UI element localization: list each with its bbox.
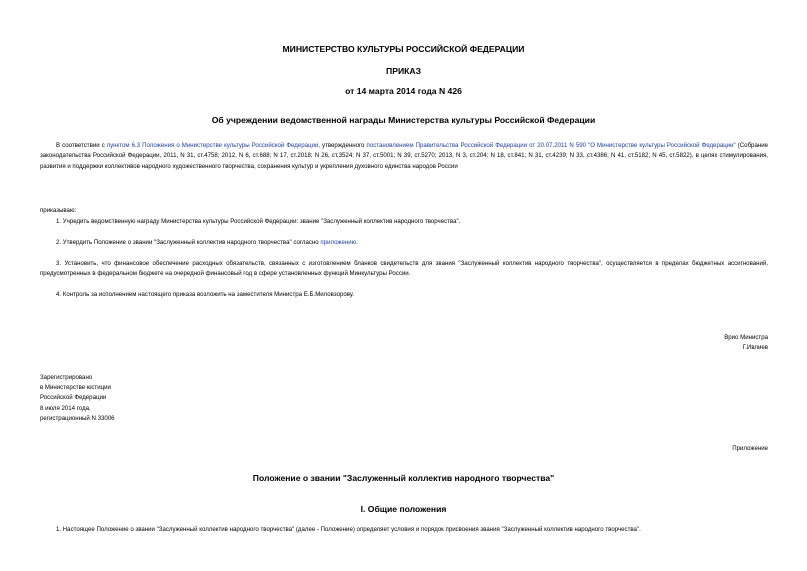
- registration-line-3: Российской Федерации: [40, 394, 107, 402]
- registration-line-2: в Министерстве юстиции: [40, 384, 111, 392]
- appendix-label: Приложение: [732, 445, 768, 452]
- registration-line-4: 8 июля 2014 года,: [40, 404, 91, 412]
- appendix-title: Положение о звании "Заслуженный коллектив народного творчества": [252, 473, 555, 483]
- regulation-paragraph-1: 1. Настоящее Положение о звании "Заслуженный коллектив народного творчества" (далее - Положение) определяет условия и порядок присвоения звания "Заслуженный коллектив народного творчества".: [56, 526, 641, 533]
- signature-block: [724, 333, 768, 354]
- registration-block: [40, 373, 115, 424]
- preamble-text-3: (Собрание законодательства Российской Федерации, 2011, N 31, ст.4758; 2012, N 6, ст.688; N 17, ст.2018; N 26, ст.3524; N 37, ст.5001; N 39, ст.5270; 2013, N 3, ст.204; N 18, ст.841; N 31, ст.4239; N 33, ст.4386; N 41, ст.5182; N 45, ст.5822), в целях стимулирования, развития и поддержки коллективов народного художественного творчества, сохранения культур и укрепления духовного единства народов России: [40, 142, 768, 170]
- signature-name: Г.Ивлиев: [742, 344, 768, 352]
- resolution-link[interactable]: постановлением Правительства Российской Федерации от 20.07.2011 N 590 "О Министерстве культуры Российской Федерации": [366, 142, 736, 149]
- item-4: 4. Контроль за исполнением настоящего приказа возложить на заместителя Министра Е.Б.Миловзорову.: [56, 291, 354, 298]
- regulation-link[interactable]: пунктом 6.3 Положения о Министерстве культуры Российской Федерации: [106, 142, 319, 149]
- item-3: 3. Установить, что финансовое обеспечение расходных обязательств, связанных с изготовлением бланков свидетельств для звания "Заслуженный коллектив народного творчества", осуществляется в пределах бюджетных ассигнований, предусмотренных в федеральном бюджете на очередной финансовый год в сфере установленных функций Минкультуры России.: [40, 260, 768, 278]
- item-1: 1. Учредить ведомственную награду Министерства культуры Российской Федерации: звание "Заслуженный коллектив народного творчества".: [56, 218, 461, 225]
- order-title: Об учреждении ведомственной награды Министерства культуры Российской Федерации: [211, 115, 596, 125]
- ordered-text: приказываю:: [40, 207, 77, 214]
- preamble-paragraph: [40, 141, 768, 172]
- item-2-text: 2. Утвердить Положение о звании "Заслуженный коллектив народного творчества" согласно: [56, 239, 321, 246]
- preamble-text-2: , утвержденного: [318, 142, 367, 149]
- registration-line-5: регистрационный N 33006: [40, 414, 115, 422]
- section-heading: I. Общие положения: [360, 504, 447, 514]
- item-2-end: .: [356, 239, 358, 246]
- appendix-link[interactable]: приложению: [320, 239, 357, 246]
- preamble-text-1: В соответствии с: [56, 142, 107, 149]
- ministry-heading: МИНИСТЕРСТВО КУЛЬТУРЫ РОССИЙСКОЙ ФЕДЕРАЦИИ: [282, 44, 525, 54]
- registration-line-1: Зарегистрировано: [40, 374, 93, 381]
- order-date: от 14 марта 2014 года N 426: [345, 86, 462, 96]
- signature-position: Врио Министра: [724, 334, 768, 341]
- order-heading: ПРИКАЗ: [386, 66, 421, 76]
- item-2: [40, 238, 768, 248]
